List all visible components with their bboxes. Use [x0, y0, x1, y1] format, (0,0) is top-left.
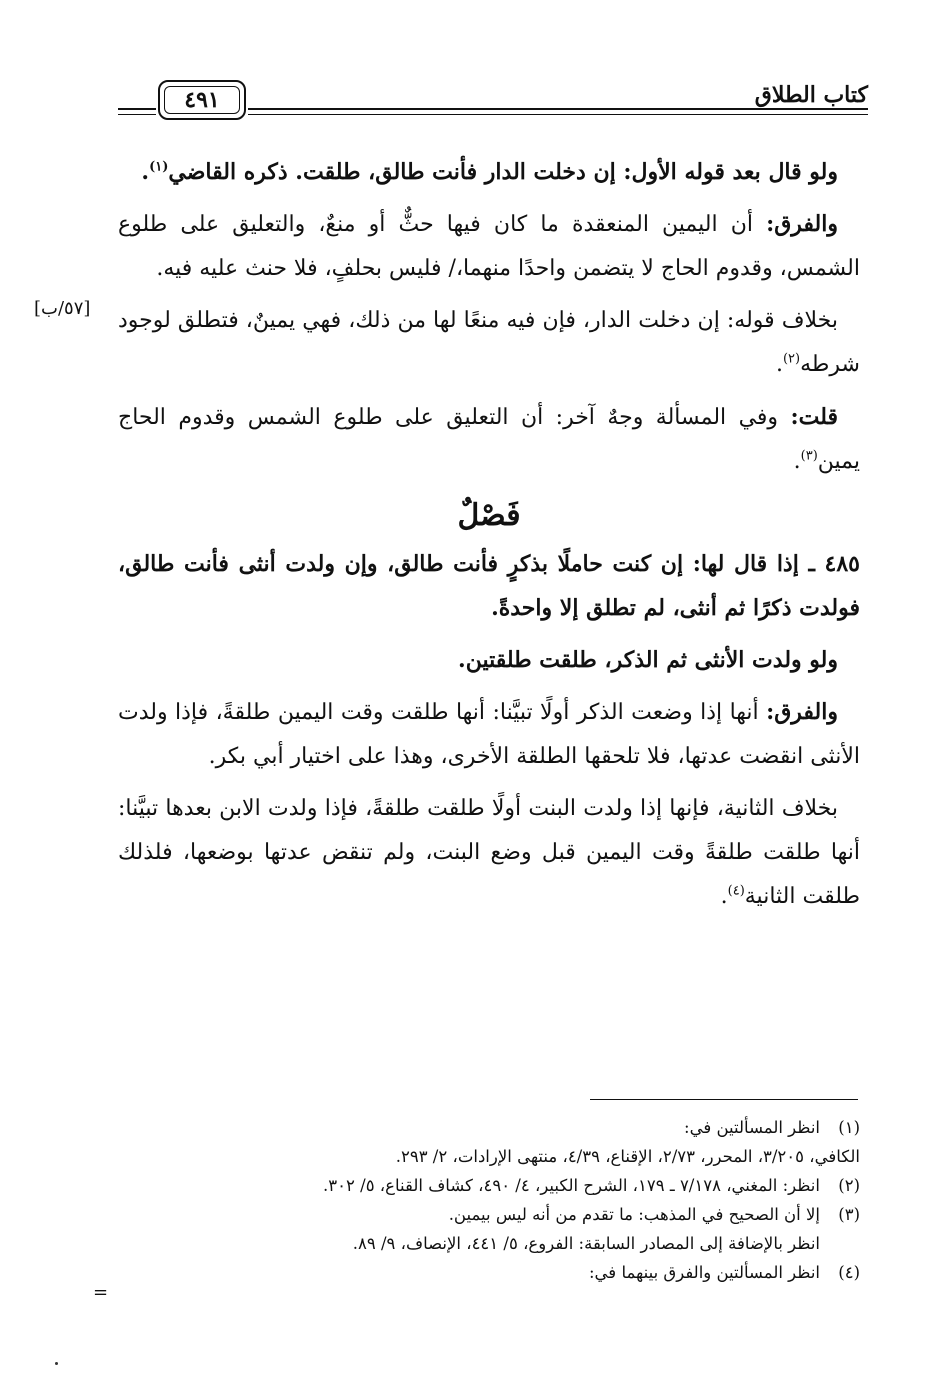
footnote-text: [118, 1113, 860, 1171]
footnote: [118, 1113, 860, 1171]
paragraph-3-text: بخلاف قوله: إن دخلت الدار، فإن فيه منعًا لها من ذلك، فهي يمينٌ، فتطلق لوجود شرطه: [118, 308, 860, 377]
page-number-box: [158, 80, 246, 120]
paragraph-1: ولو قال بعد قوله الأول: إن دخلت الدار فأنت طالق، طلقت. ذكره القاضي$^{(١)}$.: [141, 159, 838, 185]
paragraph-7-text: أنها إذا وضعت الذكر أولًا تبيَّنا: أنها طلقت وقت اليمين طلقةً، فإذا ولدت الأنثى انقضت عدتها، فلا تلحقها الطلقة الأخرى، وهذا على اختيار أبي بكر.: [118, 700, 860, 769]
paragraph-4: قلت: وفي المسألة وجهٌ آخر: أن التعليق على طلوع الشمس وقدوم الحاج يمين$^{(٣)}$.: [118, 404, 860, 474]
footnote-number: (٤): [838, 1263, 860, 1282]
paragraph-3: بخلاف قوله: إن دخلت الدار، فإن فيه منعًا لها من ذلك، فهي يمينٌ، فتطلق لوجود شرطه$^{(٢)}$.: [118, 308, 860, 377]
footnote-ref-2: (٢): [782, 351, 801, 367]
footnote-separator: [590, 1099, 858, 1100]
paragraph-2: [118, 202, 860, 291]
footnote-number: (١): [838, 1118, 860, 1137]
header-rule: [248, 108, 868, 110]
footnote-text: [118, 1258, 820, 1287]
paragraph-4-text: وفي المسألة وجهٌ آخر: أن التعليق على طلوع الشمس وقدوم الحاج يمين: [118, 405, 860, 474]
footnote: [118, 1171, 860, 1200]
footnote-line: انظر المسألتين في:: [684, 1118, 820, 1137]
footnote-number: (٢): [838, 1176, 860, 1195]
header-rule-left-thin: [118, 114, 156, 115]
section-heading: فَصْلٌ: [457, 498, 521, 533]
footnote-text: [118, 1171, 820, 1200]
main-text: [118, 150, 860, 927]
footnote-text: [118, 1200, 820, 1258]
footnote-line: انظر: المغني، ٧/١٧٨ ـ ١٧٩، الشرح الكبير، ٤/ ٤٩٠، كشاف القناع، ٥/ ٣٠٢.: [323, 1176, 820, 1195]
paragraph-6: ولو ولدت الأنثى ثم الذكر، طلقت طلقتين.: [458, 647, 838, 673]
footnote-line: إلا أن الصحيح في المذهب: ما تقدم من أنه ليس بيمين.: [448, 1205, 820, 1224]
footnote-ref-4: (٤): [727, 883, 745, 899]
paragraph-5: ٤٨٥ ـ إذا قال لها: إن كنت حاملًا بذكرٍ فأنت طالق، وإن ولدت أنثى فأنت طالق، فولدت ذكرًا ثم أنثى، لم تطلق إلا واحدةً.: [118, 551, 860, 621]
header-rule-left: [118, 108, 156, 110]
footnotes: [118, 1113, 860, 1287]
footnote: [118, 1258, 860, 1287]
page-number: ٤٩١: [184, 87, 220, 113]
footnote-line: انظر المسألتين والفرق بينهما في:: [589, 1263, 820, 1282]
footnote-number: (٣): [838, 1205, 860, 1224]
continuation-mark: =: [93, 1282, 109, 1303]
paragraph-8-text: بخلاف الثانية، فإنها إذا ولدت البنت أولًا طلقت طلقةً، فإذا ولدت الابن بعدها تبيَّنا: أنها طلقت طلقةً وقت اليمين قبل وضع البنت، ولم تنقض عدتها بوضعها، فلذلك طلقت الثانية: [118, 796, 860, 909]
paragraph-7-lead: والفرق:: [766, 699, 838, 725]
footnote-ref-1: (١): [149, 159, 169, 175]
chapter-title: كتاب الطلاق: [754, 82, 868, 108]
header-rule-thin: [248, 114, 868, 115]
paragraph-8: بخلاف الثانية، فإنها إذا ولدت البنت أولًا طلقت طلقةً، فإذا ولدت الابن بعدها تبيَّنا: أنها طلقت طلقةً وقت اليمين قبل وضع البنت، ولم تنقض عدتها بوضعها، فلذلك طلقت الثانية$^{(٤)}$.: [118, 796, 860, 909]
paragraph-1-text: ولو قال بعد قوله الأول: إن دخلت الدار فأنت طالق، طلقت. ذكره القاضي: [168, 159, 838, 185]
paragraph-2-text: أن اليمين المنعقدة ما كان فيها حثٌّ أو منعٌ، والتعليق على طلوع الشمس، وقدوم الحاج لا يتضمن واحدًا منهما،/ فليس بحلفٍ، فلا حنث عليه فيه.: [118, 212, 860, 281]
scan-speck: [55, 1362, 58, 1365]
footnote-ref-3: (٣): [800, 448, 818, 464]
footnote-line: الكافي، ٣/٢٠٥، المحرر، ٢/٧٣، الإقناع، ٤/٣٩، منتهى الإرادات، ٢/ ٢٩٣.: [395, 1147, 860, 1166]
paragraph-7: [118, 690, 860, 779]
footnote-line: انظر بالإضافة إلى المصادر السابقة: الفروع، ٥/ ٤٤١، الإنصاف، ٩/ ٨٩.: [352, 1234, 820, 1253]
paragraph-4-lead: قلت:: [790, 404, 838, 430]
margin-folio-note: [٥٧/ب]: [34, 298, 91, 319]
footnote: [118, 1200, 860, 1258]
paragraph-2-lead: والفرق:: [766, 211, 838, 237]
